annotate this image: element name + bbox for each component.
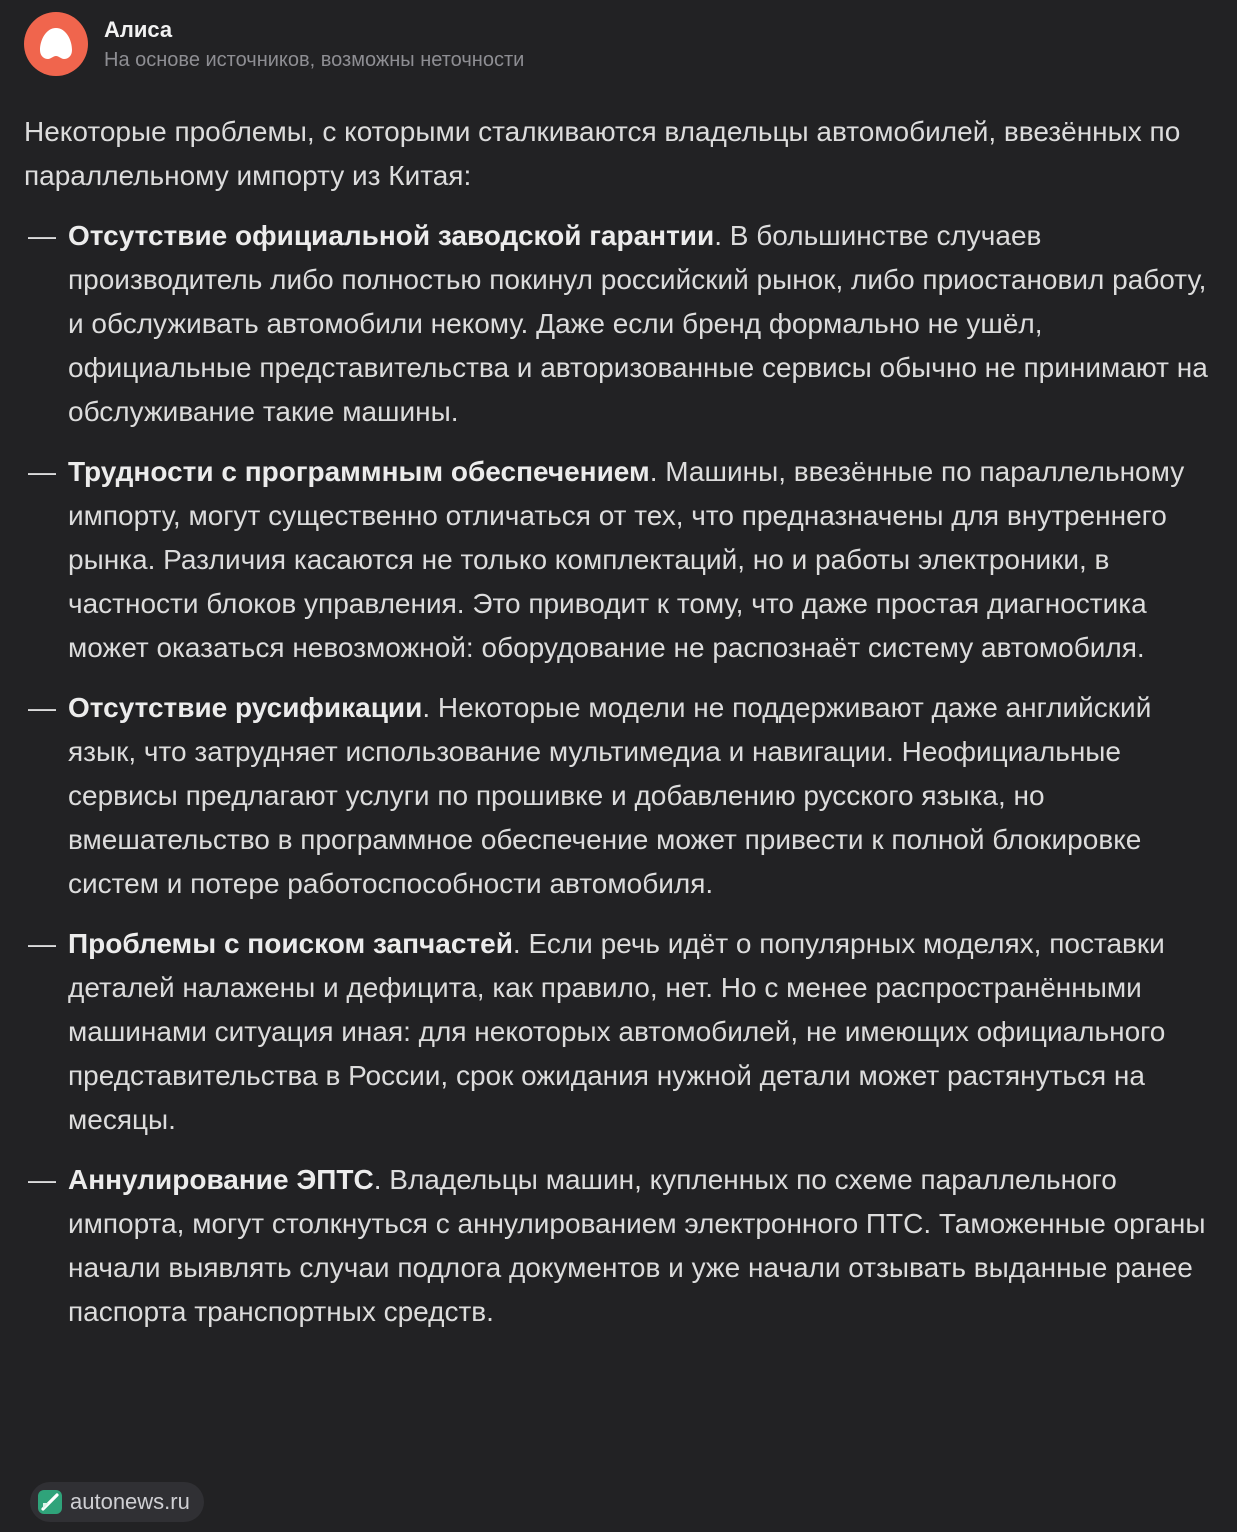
list-item-text: . Машины, ввезённые по параллельному импорту, могут существенно отличаться от тех, что предназначены для внутреннего рынка. Различия касаются не только комплектаций, но и работы электроники, в частности блоков управления. Это приводит к тому, что даже простая диагностика может оказаться невозможной: оборудование не распознаёт систему автомобиля. — [68, 456, 1185, 663]
answer-body — [24, 110, 1219, 1350]
list-item — [24, 686, 1219, 906]
list-item — [24, 214, 1219, 434]
list-item-text: . Владельцы машин, купленных по схеме параллельного импорта, могут столкнуться с аннулированием электронного ПТС. Таможенные органы начали выявлять случаи подлога документов и уже начали отзывать выданные ранее паспорта транспортных средств. — [68, 1164, 1206, 1327]
source-label: autonews.ru — [70, 1489, 190, 1514]
answer-intro: Некоторые проблемы, с которыми сталкиваются владельцы автомобилей, ввезённых по параллельному импорту из Китая: — [24, 116, 1181, 191]
list-item-text: . В большинстве случаев производитель либо полностью покинул российский рынок, либо приостановил работу, и обслуживать автомобили некому. Даже если бренд формально не ушёл, официальные представительства и авторизованные сервисы обычно не принимают на обслуживание такие машины. — [68, 220, 1208, 427]
source-link[interactable] — [30, 1482, 204, 1522]
autonews-logo-icon — [38, 1490, 62, 1514]
alice-logo-icon — [24, 12, 88, 76]
sources-disclaimer: На основе источников, возможны неточности — [104, 49, 525, 71]
assistant-header — [24, 12, 524, 76]
list-item-title: Проблемы с поиском запчастей — [68, 928, 513, 959]
list-item-title: Аннулирование ЭПТС — [68, 1164, 374, 1195]
list-item-title: Отсутствие русификации — [68, 692, 423, 723]
list-item-text: . Если речь идёт о популярных моделях, поставки деталей налажены и дефицита, как правило, нет. Но с менее распространёнными машинами ситуация иная: для некоторых автомобилей, не имеющих официального представительства в России, срок ожидания нужной детали может растянуться на месяцы. — [68, 928, 1166, 1135]
list-item-title: Трудности с программным обеспечением — [68, 456, 650, 487]
list-dash: — — [28, 692, 56, 723]
list-dash: — — [28, 928, 56, 959]
problems-list — [24, 214, 1219, 1334]
list-dash: — — [28, 220, 56, 251]
list-dash: — — [28, 1164, 56, 1195]
list-item — [24, 450, 1219, 670]
list-item-text: . Некоторые модели не поддерживают даже английский язык, что затрудняет использование мультимедиа и навигации. Неофициальные сервисы предлагают услуги по прошивке и добавлению русского языка, но вмешательство в программное обеспечение может привести к полной блокировке систем и потере работоспособности автомобиля. — [68, 692, 1152, 899]
list-item-title: Отсутствие официальной заводской гарантии — [68, 220, 715, 251]
list-dash: — — [28, 456, 56, 487]
list-item — [24, 1158, 1219, 1334]
assistant-name: Алиса — [104, 17, 173, 42]
list-item — [24, 922, 1219, 1142]
